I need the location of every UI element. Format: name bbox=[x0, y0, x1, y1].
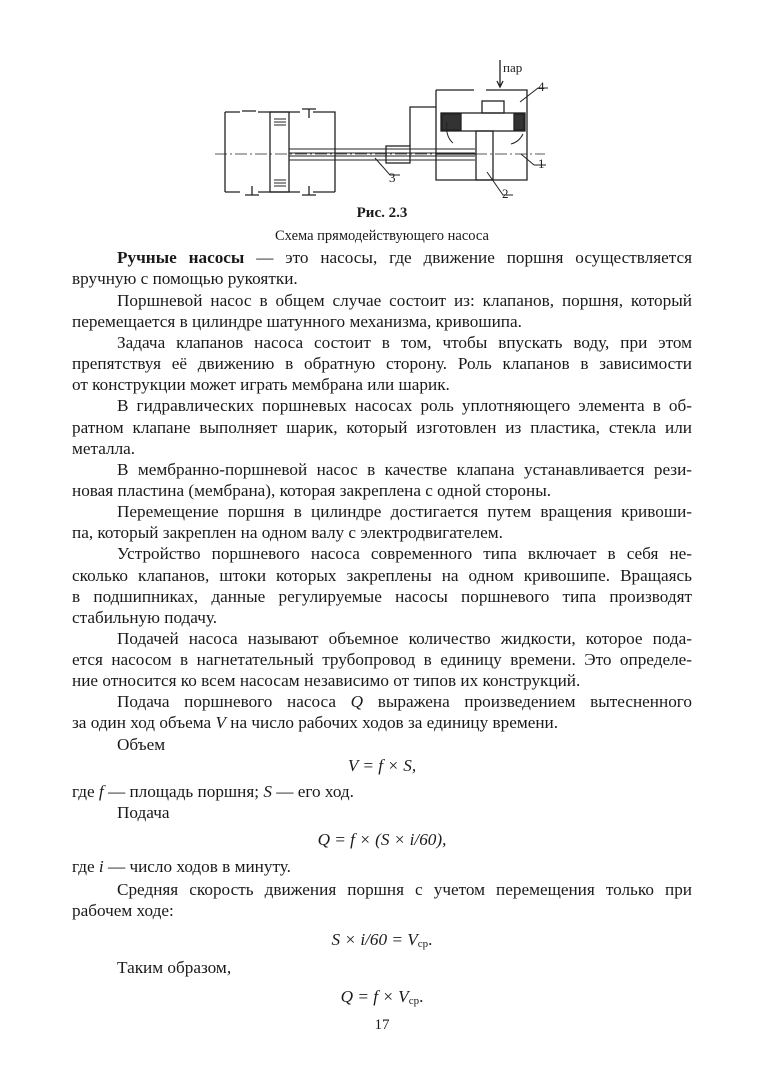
paragraph-line: новая пластина (мембрана), которая закреплена с одной стороны. bbox=[72, 481, 552, 500]
paragraph-line: препятствуя её движению в обратную сторону. Роль клапанов в зависимости bbox=[72, 354, 692, 373]
paragraph-line: в подшипниках, данные регулируемые насосы поршневого типа производят bbox=[72, 587, 692, 606]
paragraph-line: Ручные насосы — это насосы, где движение поршня осуществляется bbox=[117, 248, 692, 267]
paragraph-line: Устройство поршневого насоса современного типа включает в себя не- bbox=[117, 544, 692, 563]
paragraph-line: за один ход объема V на число рабочих ходов за единицу времени. bbox=[72, 713, 559, 732]
paragraph-line: па, который закреплен на одном валу с электродвигателем. bbox=[72, 523, 503, 542]
paragraph-line: металла. bbox=[72, 439, 136, 458]
term-bold: Ручные насосы bbox=[117, 248, 245, 267]
figure-number: Рис. 2.3 bbox=[356, 205, 408, 221]
paragraph-line: В мембранно-поршневой насос в качестве клапана устанавливается рези- bbox=[117, 460, 692, 479]
paragraph-line: Средняя скорость движения поршня с учетом перемещения только при bbox=[117, 880, 692, 899]
label-4: 4 bbox=[538, 79, 545, 94]
figure-caption: Схема прямодействующего насоса bbox=[275, 228, 489, 244]
paragraph-line: Подачей насоса называют объемное количество жидкости, которое пода- bbox=[117, 629, 692, 648]
paragraph-line: В гидравлических поршневых насосах роль уплотняющего элемента в об- bbox=[117, 396, 692, 415]
paragraph-line: Поршневой насос в общем случае состоит из: клапанов, поршня, который bbox=[117, 291, 692, 310]
formula-flow-final: $Q = f \times V_{ср}$. bbox=[340, 987, 424, 1007]
paragraph-line: Таким образом, bbox=[117, 958, 232, 977]
paragraph-line: перемещается в цилиндре шатунного механизма, кривошипа. bbox=[72, 312, 522, 331]
paragraph-line: где i — число ходов в минуту. bbox=[72, 857, 291, 876]
label-steam: пар bbox=[503, 60, 523, 75]
paragraph-line: Задача клапанов насоса состоит в том, чтобы впускать воду, при этом bbox=[117, 333, 692, 352]
label-1: 1 bbox=[538, 156, 545, 171]
paragraph-line: стабильную подачу. bbox=[72, 608, 218, 627]
left-cylinder bbox=[225, 109, 335, 195]
paragraph-line: где f — площадь поршня; S — его ход. bbox=[72, 782, 354, 801]
piston-rod bbox=[215, 146, 545, 163]
paragraph-line: ние относится ко всем насосам независимо от типов их конструкций. bbox=[72, 671, 581, 690]
paragraph-line: сколько клапанов, штоки которых закреплены на одном кривошипе. Вращаясь bbox=[72, 566, 692, 585]
formula-flow: Q = f × (S × i/60), bbox=[317, 830, 447, 849]
paragraph-line: Перемещение поршня в цилиндре достигается путем вращения кривоши- bbox=[117, 502, 692, 521]
steam-cylinder bbox=[410, 60, 527, 180]
page-number: 17 bbox=[374, 1017, 390, 1033]
formula-volume: V = f × S, bbox=[347, 756, 417, 775]
paragraph-line: Подача поршневого насоса Q выражена произведением вытесненного bbox=[117, 692, 692, 711]
paragraph-line: Объем bbox=[117, 735, 166, 754]
label-3: 3 bbox=[389, 170, 396, 185]
paragraph-line: вручную с помощью рукоятки. bbox=[72, 269, 298, 288]
paragraph-line: ратном клапане выполняет шарик, который изготовлен из пластика, стекла или bbox=[72, 418, 692, 437]
paragraph-line: ется насосом в нагнетательный трубопровод в единицу времени. Это определе- bbox=[72, 650, 692, 669]
paragraph-line: Подача bbox=[117, 803, 170, 822]
formula-speed: $S \times i/60 = V_{ср}$. bbox=[331, 930, 433, 950]
pump-diagram bbox=[0, 0, 764, 210]
paragraph-line: рабочем ходе: bbox=[72, 901, 174, 920]
label-2: 2 bbox=[502, 186, 509, 201]
paragraph-line: от конструкции может играть мембрана или шарик. bbox=[72, 375, 450, 394]
